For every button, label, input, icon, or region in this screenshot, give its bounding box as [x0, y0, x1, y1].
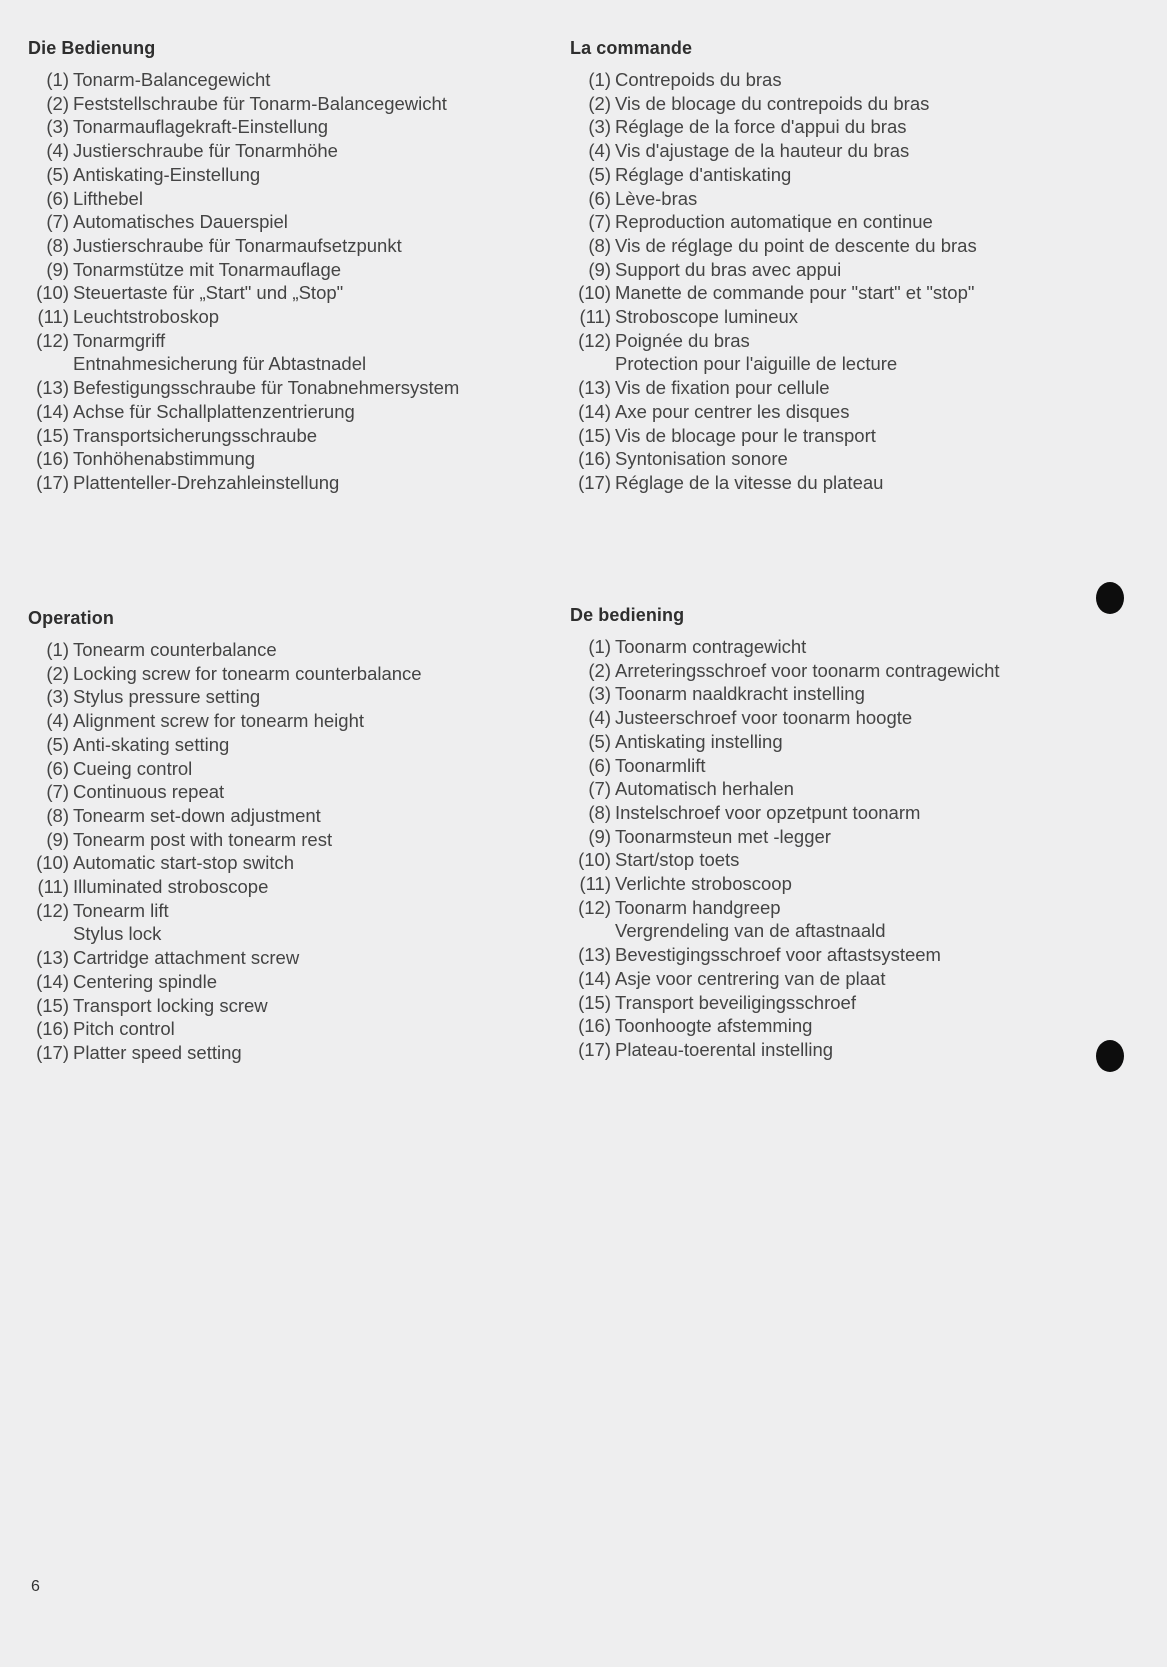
section-german [28, 38, 548, 495]
list-item [28, 424, 548, 448]
item-number: (6) [46, 187, 69, 209]
list-item [28, 115, 548, 139]
item-list [28, 638, 548, 1065]
item-number: (14) [36, 400, 69, 422]
item-line: Toonarmlift [615, 754, 706, 776]
item-number: (1) [46, 69, 69, 90]
list-item [28, 994, 548, 1018]
item-line: Leuchtstroboskop [73, 306, 220, 328]
item-line: Asje voor centrering van de plaat [615, 967, 886, 989]
item-number: (12) [36, 899, 69, 921]
item-line: Toonarmsteun met -legger [615, 825, 831, 847]
item-line: Tonarmstütze mit Tonarmauflage [73, 258, 342, 280]
item-line: Befestigungsschraube für Tonabnehmersystem [73, 377, 460, 399]
item-text [73, 709, 364, 733]
item-number: (5) [588, 730, 611, 752]
list-item [570, 967, 1090, 991]
item-text [615, 777, 794, 801]
item-text [73, 281, 343, 305]
page-number: 6 [31, 1578, 40, 1595]
item-text [73, 946, 299, 970]
item-line: Toonhoogte afstemming [615, 1015, 813, 1037]
item-line: Syntonisation sonore [615, 448, 788, 470]
list-item [570, 896, 1090, 943]
item-text [615, 967, 885, 991]
list-item [28, 946, 548, 970]
list-item [570, 872, 1090, 896]
list-item [570, 305, 1090, 329]
item-line: Tonarmgriff [73, 329, 166, 351]
item-line: Toonarm naaldkracht instelling [615, 683, 865, 705]
item-line: Réglage d'antiskating [615, 163, 792, 185]
item-line: Verlichte stroboscoop [615, 873, 792, 895]
item-text [615, 706, 912, 730]
item-line: Transport locking screw [73, 994, 268, 1016]
item-number: (3) [46, 686, 69, 708]
item-text [73, 685, 260, 709]
item-number: (2) [46, 662, 69, 684]
section-heading: De bediening [570, 605, 685, 625]
list-item [570, 234, 1090, 258]
item-line: Transport beveiligingsschroef [615, 991, 856, 1013]
item-number: (1) [588, 636, 611, 657]
list-item [28, 780, 548, 804]
list-item [570, 281, 1090, 305]
item-text [615, 991, 856, 1015]
list-item [570, 471, 1090, 495]
item-text [615, 115, 907, 139]
item-text [73, 400, 355, 424]
list-item [28, 447, 548, 471]
item-number: (15) [578, 424, 611, 446]
item-number: (5) [46, 733, 69, 755]
item-line: Plateau-toerental instelling [615, 1038, 834, 1060]
item-text [73, 115, 328, 139]
item-text [615, 400, 849, 424]
item-line: Antiskating-Einstellung [73, 163, 261, 185]
item-text [615, 447, 788, 471]
item-number: (12) [36, 329, 69, 351]
item-text [615, 682, 865, 706]
list-item [570, 801, 1090, 825]
section-heading: La commande [570, 38, 693, 58]
item-text [73, 424, 317, 448]
list-item [28, 875, 548, 899]
item-line: Justierschraube für Tonarmhöhe [73, 140, 338, 162]
item-text [73, 471, 339, 495]
item-list [570, 635, 1090, 1062]
item-text [73, 804, 321, 828]
item-text [73, 210, 288, 234]
item-text [615, 281, 974, 305]
item-line: Platter speed setting [73, 1041, 242, 1063]
item-line: Lève-bras [615, 187, 698, 209]
item-line: Steuertaste für „Start" und „Stop" [73, 282, 344, 304]
list-item [28, 305, 548, 329]
item-line: Cueing control [73, 757, 193, 779]
item-text [615, 801, 920, 825]
item-text [73, 733, 229, 757]
list-item [28, 1017, 548, 1041]
item-number: (11) [579, 306, 611, 328]
item-text [73, 234, 402, 258]
item-line: Tonearm post with tonearm rest [73, 828, 333, 850]
item-list [28, 68, 548, 495]
item-number: (10) [578, 849, 611, 871]
item-number: (8) [588, 801, 611, 823]
item-line: Vis de fixation pour cellule [615, 377, 830, 399]
item-number: (10) [578, 282, 611, 304]
item-number: (13) [578, 377, 611, 399]
item-text [73, 970, 217, 994]
item-number: (17) [578, 1038, 611, 1060]
list-item [28, 210, 548, 234]
list-item [28, 187, 548, 211]
item-number: (7) [46, 781, 69, 803]
item-text [615, 896, 886, 943]
item-number: (11) [37, 306, 69, 328]
item-line: Toonarm contragewicht [615, 636, 807, 657]
item-number: (2) [46, 92, 69, 114]
list-item [28, 851, 548, 875]
list-item [28, 662, 548, 686]
item-text [615, 163, 791, 187]
item-line: Tonarm-Balancegewicht [73, 69, 271, 90]
list-item [570, 730, 1090, 754]
list-item [570, 376, 1090, 400]
list-item [28, 258, 548, 282]
list-item [570, 991, 1090, 1015]
list-item [570, 754, 1090, 778]
item-line: Justeerschroef voor toonarm hoogte [615, 707, 913, 729]
section-french [570, 38, 1090, 495]
item-text [615, 305, 798, 329]
list-item [28, 970, 548, 994]
item-number: (3) [588, 683, 611, 705]
item-line: Instelschroef voor opzetpunt toonarm [615, 801, 921, 823]
item-text [73, 68, 270, 92]
item-line: Anti-skating setting [73, 733, 230, 755]
list-item [570, 115, 1090, 139]
item-number: (15) [578, 991, 611, 1013]
item-number: (6) [588, 754, 611, 776]
item-text [615, 1038, 833, 1062]
item-number: (11) [579, 873, 611, 895]
item-line: Continuous repeat [73, 781, 225, 803]
item-number: (4) [46, 140, 69, 162]
item-number: (8) [588, 234, 611, 256]
list-item [570, 92, 1090, 116]
item-line: Automatisches Dauerspiel [73, 211, 288, 233]
item-line: Achse für Schallplattenzentrierung [73, 400, 355, 422]
item-number: (3) [588, 116, 611, 138]
item-text [615, 234, 977, 258]
item-number: (16) [36, 1018, 69, 1040]
item-text [615, 187, 697, 211]
item-number: (13) [36, 377, 69, 399]
item-line: Contrepoids du bras [615, 69, 782, 90]
item-text [73, 376, 459, 400]
item-number: (2) [588, 659, 611, 681]
list-item [570, 400, 1090, 424]
item-number: (6) [46, 757, 69, 779]
item-line: Arreteringsschroef voor toonarm contragewicht [615, 659, 1000, 681]
list-item [570, 424, 1090, 448]
item-line: Tonearm set-down adjustment [73, 804, 321, 826]
item-text [73, 662, 422, 686]
item-text [73, 757, 192, 781]
item-text [615, 424, 876, 448]
item-text [73, 899, 169, 946]
item-number: (3) [46, 116, 69, 138]
item-line: Plattenteller-Drehzahleinstellung [73, 471, 340, 493]
item-line: Vis de blocage du contrepoids du bras [615, 92, 930, 114]
list-item [570, 187, 1090, 211]
item-line: Réglage de la vitesse du plateau [615, 471, 884, 493]
item-line: Feststellschraube für Tonarm-Balancegewicht [73, 92, 447, 114]
item-line: Stylus lock [73, 923, 162, 945]
item-number: (14) [578, 967, 611, 989]
item-text [73, 851, 294, 875]
item-number: (9) [46, 828, 69, 850]
list-item [570, 635, 1090, 659]
item-line: Start/stop toets [615, 849, 740, 871]
list-item [28, 733, 548, 757]
item-line: Support du bras avec appui [615, 258, 842, 280]
item-number: (17) [36, 471, 69, 493]
item-text [615, 730, 783, 754]
list-item [570, 777, 1090, 801]
item-text [73, 92, 447, 116]
item-text [73, 329, 366, 376]
item-number: (10) [36, 282, 69, 304]
section-heading: Operation [28, 608, 114, 628]
section-dutch [570, 605, 1090, 1062]
item-number: (1) [588, 69, 611, 90]
item-line: Cartridge attachment screw [73, 947, 300, 969]
list-item [570, 1038, 1090, 1062]
list-item [570, 848, 1090, 872]
list-item [28, 234, 548, 258]
list-item [28, 804, 548, 828]
item-number: (10) [36, 852, 69, 874]
item-line: Stroboscope lumineux [615, 306, 799, 328]
item-line: Bevestigingsschroef voor aftastsysteem [615, 944, 941, 966]
item-number: (8) [46, 234, 69, 256]
item-text [73, 1041, 242, 1065]
item-number: (11) [37, 876, 69, 898]
item-text [615, 943, 941, 967]
list-item [28, 757, 548, 781]
item-line: Poignée du bras [615, 329, 750, 351]
list-item [28, 92, 548, 116]
item-number: (13) [578, 944, 611, 966]
item-text [615, 1014, 812, 1038]
item-text [73, 780, 224, 804]
item-number: (4) [46, 710, 69, 732]
item-line: Reproduction automatique en continue [615, 211, 933, 233]
item-number: (16) [578, 1015, 611, 1037]
item-text [615, 329, 897, 376]
item-line: Transportsicherungsschraube [73, 424, 318, 446]
item-number: (7) [46, 211, 69, 233]
punch-hole [1096, 582, 1124, 614]
list-item [28, 376, 548, 400]
item-line: Pitch control [73, 1018, 175, 1040]
item-line: Stylus pressure setting [73, 686, 261, 708]
item-text [615, 376, 830, 400]
item-text [615, 825, 831, 849]
item-line: Réglage de la force d'appui du bras [615, 116, 907, 138]
list-item [570, 825, 1090, 849]
item-text [615, 258, 841, 282]
item-line: Tonhöhenabstimmung [73, 448, 256, 470]
item-text [615, 471, 883, 495]
item-text [615, 659, 1000, 683]
list-item [570, 943, 1090, 967]
item-text [73, 828, 332, 852]
item-number: (15) [36, 994, 69, 1016]
item-number: (9) [46, 258, 69, 280]
item-text [73, 258, 341, 282]
item-line: Tonearm counterbalance [73, 639, 277, 660]
item-text [73, 139, 338, 163]
list-item [570, 447, 1090, 471]
item-number: (6) [588, 187, 611, 209]
item-line: Protection pour l'aiguille de lecture [615, 353, 898, 375]
list-item [28, 139, 548, 163]
item-number: (12) [578, 329, 611, 351]
list-item [570, 659, 1090, 683]
list-item [28, 709, 548, 733]
item-line: Centering spindle [73, 970, 217, 992]
item-text [73, 187, 143, 211]
list-item [570, 210, 1090, 234]
list-item [28, 828, 548, 852]
list-item [28, 899, 548, 946]
item-number: (9) [588, 258, 611, 280]
item-list [570, 68, 1090, 495]
item-number: (4) [588, 707, 611, 729]
list-item [570, 258, 1090, 282]
item-number: (4) [588, 140, 611, 162]
item-number: (12) [578, 896, 611, 918]
list-item [28, 685, 548, 709]
item-number: (7) [588, 211, 611, 233]
list-item [28, 163, 548, 187]
item-text [73, 638, 277, 662]
item-number: (5) [46, 163, 69, 185]
item-text [615, 210, 933, 234]
list-item [570, 682, 1090, 706]
list-item [570, 68, 1090, 92]
item-text [615, 68, 782, 92]
item-number: (9) [588, 825, 611, 847]
list-item [28, 638, 548, 662]
item-line: Vis de réglage du point de descente du bras [615, 234, 977, 256]
item-text [73, 875, 268, 899]
item-line: Manette de commande pour "start" et "stop" [615, 282, 975, 304]
list-item [570, 706, 1090, 730]
item-text [615, 872, 792, 896]
item-text [615, 139, 909, 163]
item-number: (17) [578, 471, 611, 493]
item-number: (17) [36, 1041, 69, 1063]
item-number: (5) [588, 163, 611, 185]
item-line: Toonarm handgreep [615, 896, 781, 918]
item-text [615, 92, 929, 116]
list-item [570, 163, 1090, 187]
item-line: Locking screw for tonearm counterbalance [73, 662, 422, 684]
item-line: Illuminated stroboscope [73, 876, 269, 898]
item-line: Automatisch herhalen [615, 778, 794, 800]
list-item [28, 329, 548, 376]
item-number: (13) [36, 947, 69, 969]
item-text [615, 848, 739, 872]
list-item [28, 400, 548, 424]
item-line: Justierschraube für Tonarmaufsetzpunkt [73, 234, 402, 256]
item-line: Vis de blocage pour le transport [615, 424, 876, 446]
item-text [615, 635, 806, 659]
list-item [570, 329, 1090, 376]
list-item [570, 139, 1090, 163]
punch-hole [1096, 1040, 1124, 1072]
item-number: (16) [36, 448, 69, 470]
item-number: (14) [36, 970, 69, 992]
item-line: Vergrendeling van de aftastnaald [615, 920, 886, 942]
item-number: (1) [46, 639, 69, 660]
item-number: (7) [588, 778, 611, 800]
item-line: Axe pour centrer les disques [615, 400, 850, 422]
item-line: Automatic start-stop switch [73, 852, 295, 874]
list-item [28, 281, 548, 305]
list-item [28, 68, 548, 92]
item-text [73, 994, 268, 1018]
item-line: Tonarmauflagekraft-Einstellung [73, 116, 329, 138]
item-line: Tonearm lift [73, 899, 169, 921]
item-number: (15) [36, 424, 69, 446]
item-text [73, 163, 260, 187]
item-text [73, 447, 255, 471]
item-number: (2) [588, 92, 611, 114]
list-item [28, 1041, 548, 1065]
list-item [28, 471, 548, 495]
item-text [73, 305, 219, 329]
item-number: (14) [578, 400, 611, 422]
section-heading: Die Bedienung [28, 38, 156, 58]
item-text [73, 1017, 175, 1041]
item-line: Vis d'ajustage de la hauteur du bras [615, 140, 910, 162]
item-number: (16) [578, 448, 611, 470]
item-line: Lifthebel [73, 187, 143, 209]
list-item [570, 1014, 1090, 1038]
item-text [615, 754, 705, 778]
item-line: Antiskating instelling [615, 730, 783, 752]
section-english [28, 608, 548, 1065]
item-line: Entnahmesicherung für Abtastnadel [73, 353, 367, 375]
item-number: (8) [46, 804, 69, 826]
item-line: Alignment screw for tonearm height [73, 710, 364, 732]
